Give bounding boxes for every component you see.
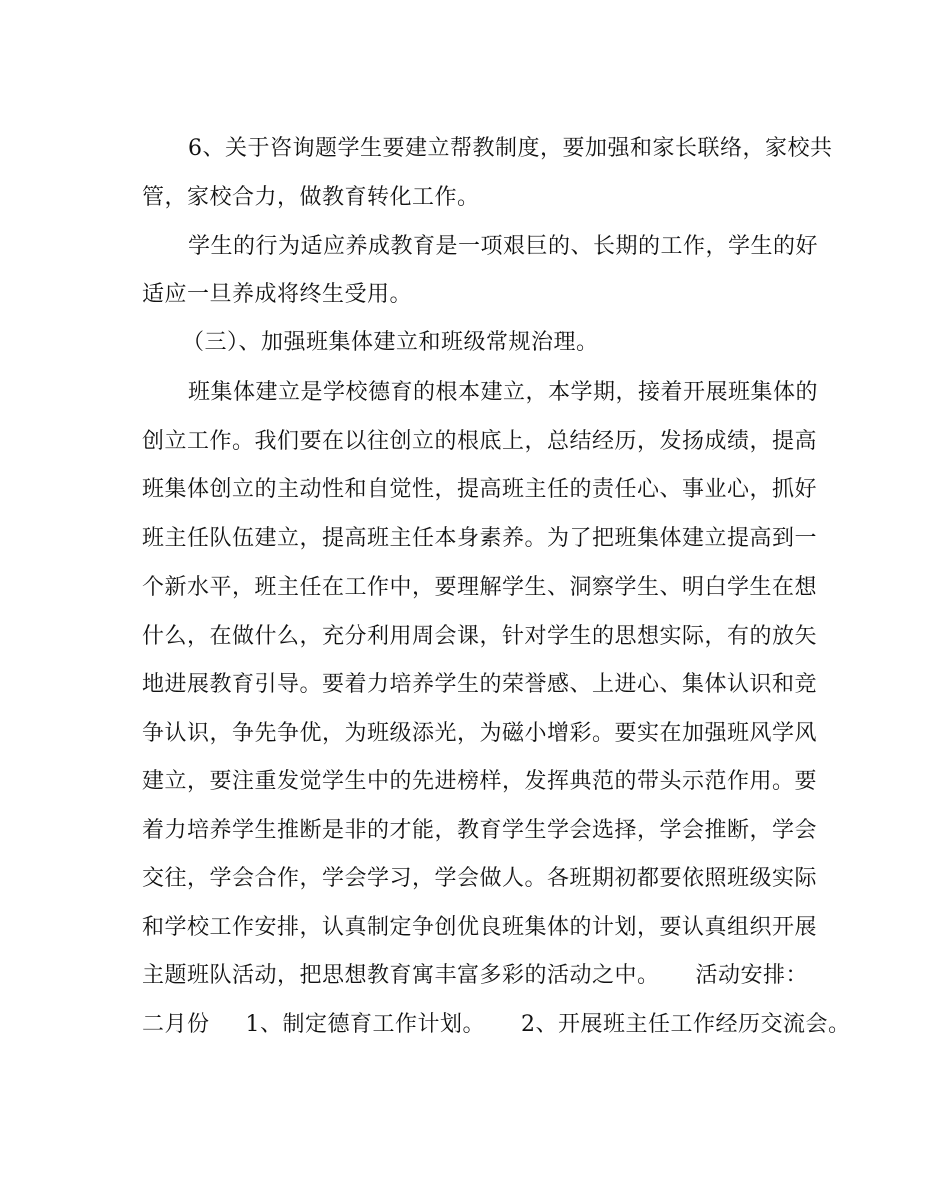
section-heading: （三）、加强班集体建立和班级常规治理。: [182, 330, 599, 355]
schedule-month: 二月份: [142, 1012, 210, 1037]
paragraph-line: 和学校工作安排，认真制定争创优良班集体的计划，要认真组织开展: [142, 915, 818, 940]
schedule-item: 2、开展班主任工作经历交流会。: [521, 1012, 851, 1037]
schedule-item: 1、制定德育工作计划。: [245, 1012, 486, 1037]
paragraph-line: 什么，在做什么，充分利用周会课，针对学生的思想实际，有的放矢: [142, 624, 818, 649]
paragraph-line: 班主任队伍建立，提高班主任本身素养。为了把班集体建立提高到一: [142, 526, 818, 551]
paragraph-line: 班集体创立的主动性和自觉性，提高班主任的责任心、事业心，抓好: [142, 477, 818, 502]
paragraph-line: 创立工作。我们要在以往创立的根底上，总结经历，发扬成绩，提高: [142, 429, 818, 454]
paragraph-line: 适应一旦养成将终生受用。: [142, 282, 413, 307]
paragraph-line: [142, 961, 822, 991]
schedule-line: [142, 1010, 851, 1040]
paragraph-line: 管，家校合力，做教育转化工作。: [142, 185, 480, 210]
paragraph-text: 主题班队活动，把思想教育寓丰富多彩的活动之中。: [142, 963, 660, 988]
paragraph-line: 6、关于咨询题学生要建立帮教制度，要加强和家长联络，家校共: [188, 136, 833, 161]
paragraph-line: 地进展教育引导。要着力培养学生的荣誉感、上进心、集体认识和竞: [142, 672, 818, 697]
activity-label: 活动安排：: [695, 963, 809, 988]
paragraph-line: 着力培养学生推断是非的才能，教育学生学会选择，学会推断，学会: [142, 818, 818, 843]
paragraph-line: 交往，学会合作，学会学习，学会做人。各班期初都要依照班级实际: [142, 866, 818, 891]
paragraph-line: 学生的行为适应养成教育是一项艰巨的、长期的工作，学生的好: [188, 234, 819, 259]
paragraph-line: 班集体建立是学校德育的根本建立，本学期，接着开展班集体的: [188, 380, 819, 405]
paragraph-line: 个新水平，班主任在工作中，要理解学生、洞察学生、明白学生在想: [142, 575, 818, 600]
paragraph-line: 争认识，争先争优，为班级添光，为磁小增彩。要实在加强班风学风: [142, 721, 818, 746]
paragraph-line: 建立，要注重发觉学生中的先进榜样，发挥典范的带头示范作用。要: [142, 769, 818, 794]
